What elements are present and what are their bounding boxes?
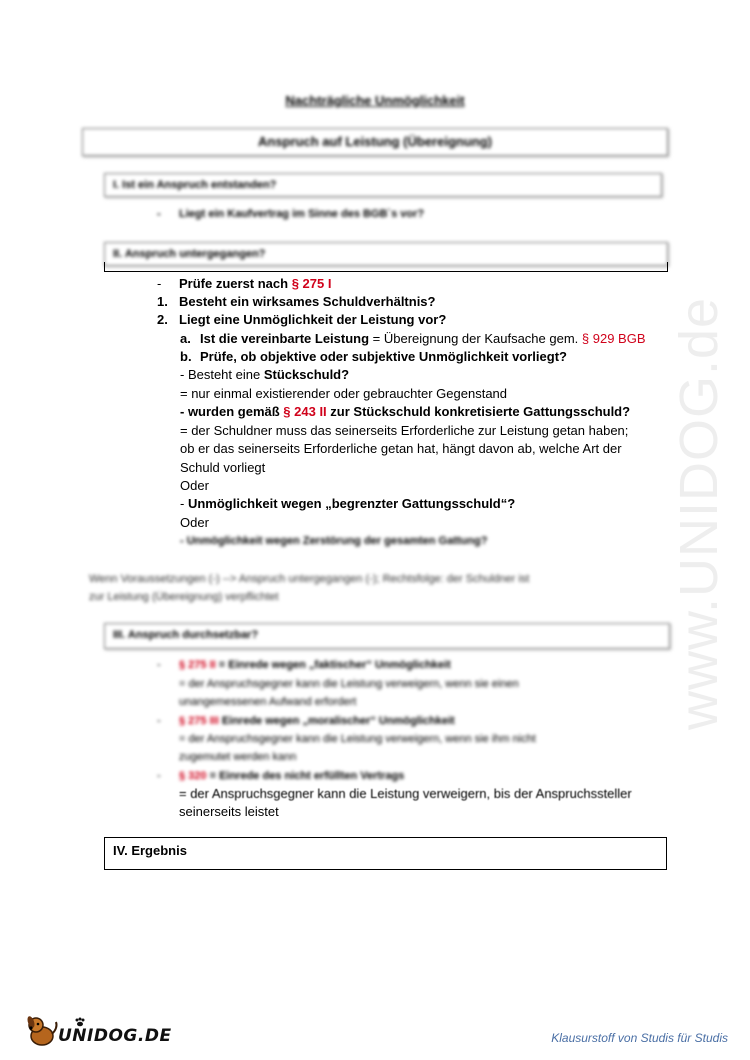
reference-929: § 929 BGB	[581, 331, 646, 346]
main-heading: Anspruch auf Leistung (Übereignung)	[258, 134, 492, 149]
result-line-2: zur Leistung (Übereignung) verpflichtet	[89, 591, 279, 603]
gattungsschuld-line: - wurden gemäß § 243 II zur Stückschuld konkretisierte Gattungsschuld?	[180, 404, 631, 419]
zerstoerung-line: - Unmöglichkeit wegen Zerstörung der gesamten Gattung?	[180, 535, 488, 547]
einrede-3-def-2: seinerseits leistet	[179, 804, 279, 819]
einrede-3: - § 320 = Einrede des nicht erfüllten Vertrags	[157, 770, 405, 782]
pruefe-line: - Prüfe zuerst nach § 275 I	[157, 276, 332, 291]
reference-243-2: § 243 II	[283, 404, 327, 419]
stueckschuld-line: - Besteht eine Stückschuld?	[180, 367, 350, 382]
section-2-heading: II. Anspruch untergegangen?	[113, 248, 266, 260]
list-item-2: 2. Liegt eine Unmöglichkeit der Leistung vor?	[157, 312, 447, 327]
section-1-heading: I. Ist ein Anspruch entstanden?	[113, 179, 277, 191]
section-1-item: - Liegt ein Kaufvertrag im Sinne des BGB`s vor?	[157, 208, 425, 220]
einrede-2-def-2: zugemutet werden kann	[179, 751, 297, 763]
list-item-1: 1. Besteht ein wirksames Schuldverhältnis?	[157, 294, 436, 309]
section-3-heading: III. Anspruch durchsetzbar?	[113, 629, 259, 641]
section-2-box-bottom	[104, 262, 668, 272]
oder-2: Oder	[180, 515, 209, 530]
einrede-1-def-1: = der Anspruchsgegner kann die Leistung verweigern, wenn sie einen	[179, 678, 519, 690]
einrede-2: - § 275 III Einrede wegen „moralischer“ Unmöglichkeit	[157, 715, 455, 727]
gattungsschuld-def-2: ob er das seinerseits Erforderliche getan hat, hängt davon ab, welche Art der	[180, 441, 622, 456]
sub-item-b: b. Prüfe, ob objektive oder subjektive Unmöglichkeit vorliegt?	[180, 349, 567, 364]
logo-text: UNIDOG.DE	[58, 1026, 172, 1046]
oder-1: Oder	[180, 478, 209, 493]
result-line-1: Wenn Voraussetzungen (-) --> Anspruch untergegangen (-); Rechtsfolge: der Schuldner ist	[89, 573, 530, 585]
reference-275-1: § 275 I	[291, 276, 332, 291]
begrenzte-gattungsschuld-line: - Unmöglichkeit wegen „begrenzter Gattungsschuld“?	[180, 496, 516, 511]
dog-logo-icon	[24, 1014, 60, 1048]
section-3-box	[104, 623, 670, 649]
einrede-1-def-2: unangemessenen Aufwand erfordert	[179, 696, 357, 708]
einrede-1: - § 275 II = Einrede wegen „faktischer“ Unmöglichkeit	[157, 659, 451, 671]
stueckschuld-definition: = nur einmal existierender oder gebrauchter Gegenstand	[180, 386, 508, 401]
section-1-box	[104, 173, 662, 197]
gattungsschuld-def-1: = der Schuldner muss das seinerseits Erforderliche zur Leistung getan haben;	[180, 423, 629, 438]
gattungsschuld-def-3: Schuld vorliegt	[180, 460, 266, 475]
main-heading-box	[82, 128, 668, 156]
watermark-text: www.UNIDOG.de	[669, 296, 729, 730]
page-title: Nachträgliche Unmöglichkeit	[285, 93, 465, 108]
sub-item-a: a. Ist die vereinbarte Leistung = Übereignung der Kaufsache gem. § 929 BGB	[180, 331, 646, 346]
footer-tagline: Klausurstoff von Studis für Studis	[551, 1031, 728, 1045]
section-4-box	[104, 837, 667, 870]
section-4-heading: IV. Ergebnis	[113, 843, 187, 858]
einrede-3-def-1: = der Anspruchsgegner kann die Leistung verweigern, bis der Anspruchssteller	[179, 786, 632, 801]
einrede-2-def-1: = der Anspruchsgegner kann die Leistung verweigern, wenn sie ihm nicht	[179, 733, 536, 745]
